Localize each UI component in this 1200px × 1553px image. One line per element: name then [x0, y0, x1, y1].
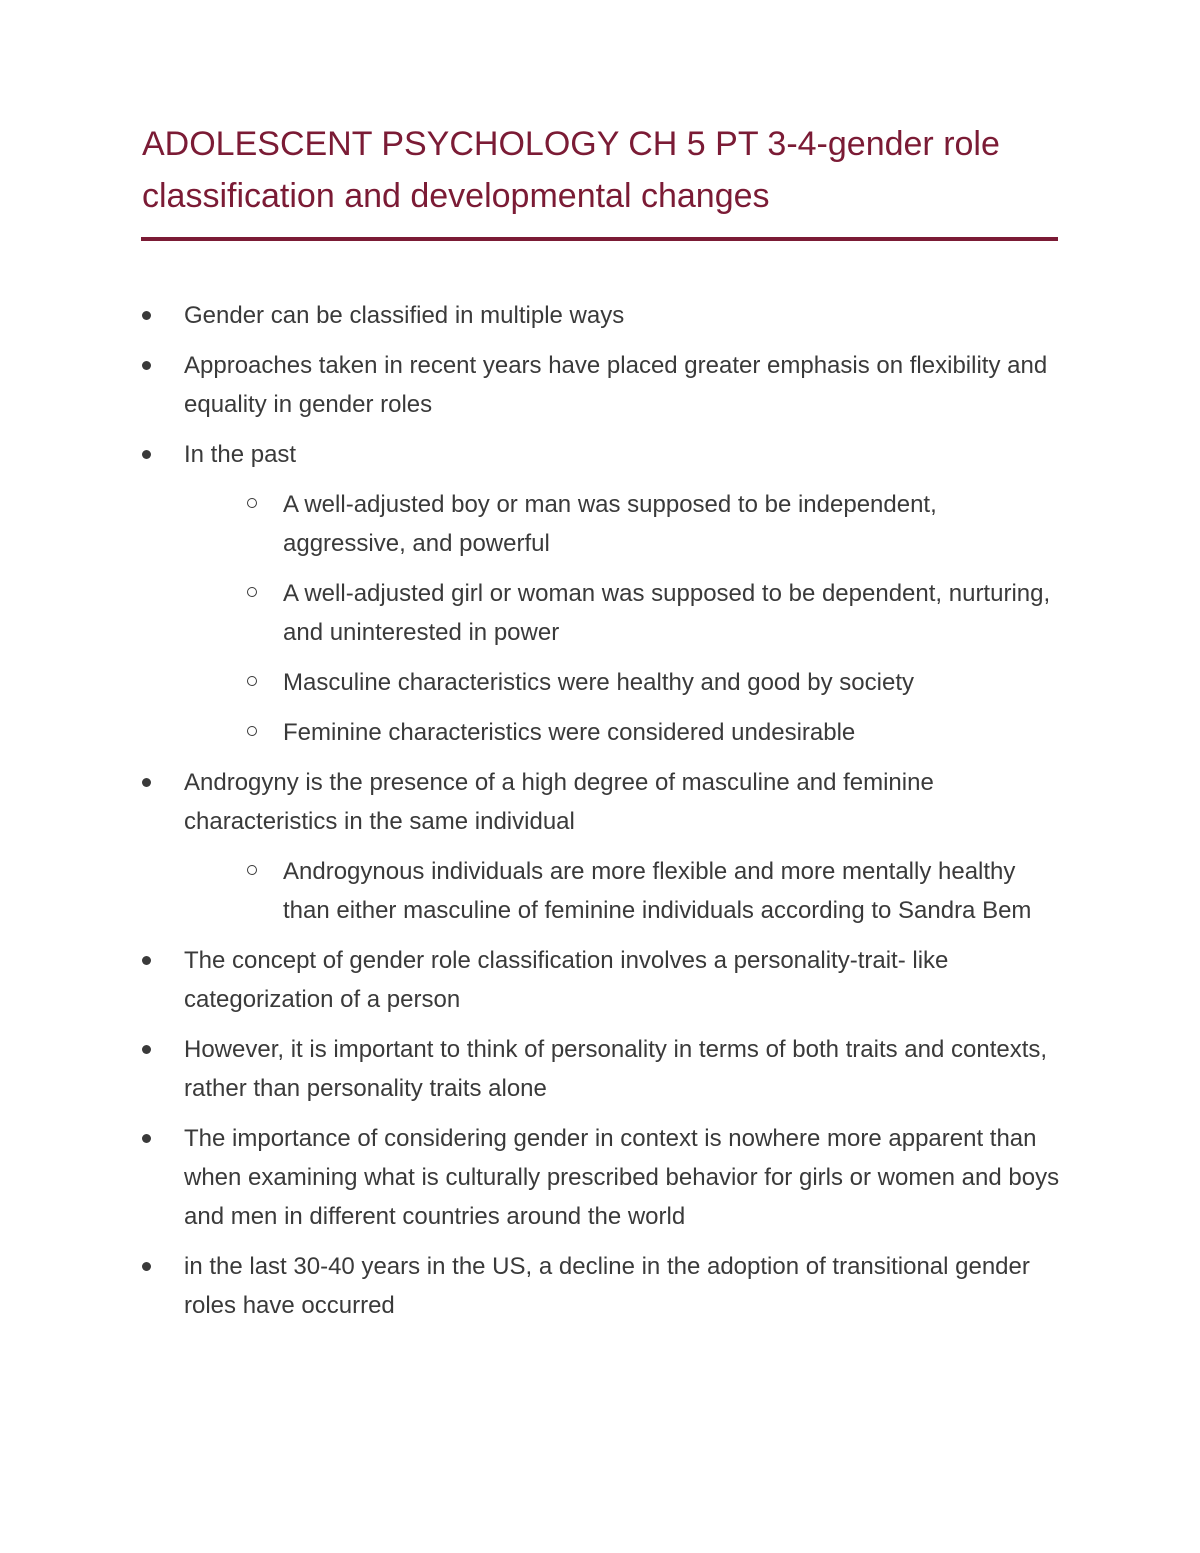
- bullet-text: The concept of gender role classification involves a personality-trait- like categorization of a person: [184, 947, 949, 1013]
- bullet-text: Gender can be classified in multiple ways: [184, 302, 625, 329]
- solid-bullet-icon: [142, 450, 151, 459]
- bullet-text: Masculine characteristics were healthy and good by society: [283, 669, 914, 696]
- bullet-item: [0, 346, 1200, 424]
- bullet-text: Androgyny is the presence of a high degree of masculine and feminine characteristics in the same individual: [184, 769, 934, 835]
- solid-bullet-icon: [142, 1045, 151, 1054]
- title-divider: [141, 237, 1058, 241]
- solid-bullet-icon: [142, 1262, 151, 1271]
- bullet-text: in the last 30-40 years in the US, a decline in the adoption of transitional gender roles have occurred: [184, 1253, 1030, 1319]
- bullet-item: [0, 941, 1200, 1019]
- bullet-item: [0, 1119, 1200, 1236]
- bullet-text: However, it is important to think of personality in terms of both traits and contexts, rather than personality traits alone: [184, 1036, 1048, 1102]
- hollow-bullet-icon: [247, 676, 257, 686]
- bullet-item: [0, 1247, 1200, 1325]
- sub-bullet-item: [0, 713, 1200, 752]
- bullet-text: A well-adjusted boy or man was supposed to be independent, aggressive, and powerful: [283, 491, 937, 557]
- solid-bullet-icon: [142, 778, 151, 787]
- sub-bullet-item: [0, 663, 1200, 702]
- hollow-bullet-icon: [247, 865, 257, 875]
- solid-bullet-icon: [142, 1134, 151, 1143]
- bullet-item: [0, 763, 1200, 841]
- document-title: ADOLESCENT PSYCHOLOGY CH 5 PT 3-4-gender role classification and developmental changes: [142, 125, 1000, 215]
- solid-bullet-icon: [142, 956, 151, 965]
- bullet-text: Feminine characteristics were considered undesirable: [283, 719, 856, 746]
- bullet-item: [0, 296, 1200, 335]
- bullet-item: [0, 1030, 1200, 1108]
- sub-bullet-item: [0, 485, 1200, 563]
- bullet-item: [0, 435, 1200, 474]
- solid-bullet-icon: [142, 361, 151, 370]
- bullet-text: The importance of considering gender in context is nowhere more apparent than when examining what is culturally prescribed behavior for girls or women and boys and men in different countries around the world: [184, 1125, 1060, 1230]
- hollow-bullet-icon: [247, 587, 257, 597]
- sub-bullet-item: [0, 852, 1200, 930]
- bullet-text: A well-adjusted girl or woman was supposed to be dependent, nurturing, and uninterested in power: [283, 580, 1051, 646]
- hollow-bullet-icon: [247, 498, 257, 508]
- bullet-text: In the past: [184, 441, 297, 468]
- bullet-text: Androgynous individuals are more flexible and more mentally healthy than either masculine of feminine individuals according to Sandra Bem: [283, 858, 1032, 924]
- hollow-bullet-icon: [247, 726, 257, 736]
- solid-bullet-icon: [142, 311, 151, 320]
- bullet-list: [0, 296, 1200, 1336]
- sub-bullet-item: [0, 574, 1200, 652]
- bullet-text: Approaches taken in recent years have placed greater emphasis on flexibility and equality in gender roles: [184, 352, 1048, 418]
